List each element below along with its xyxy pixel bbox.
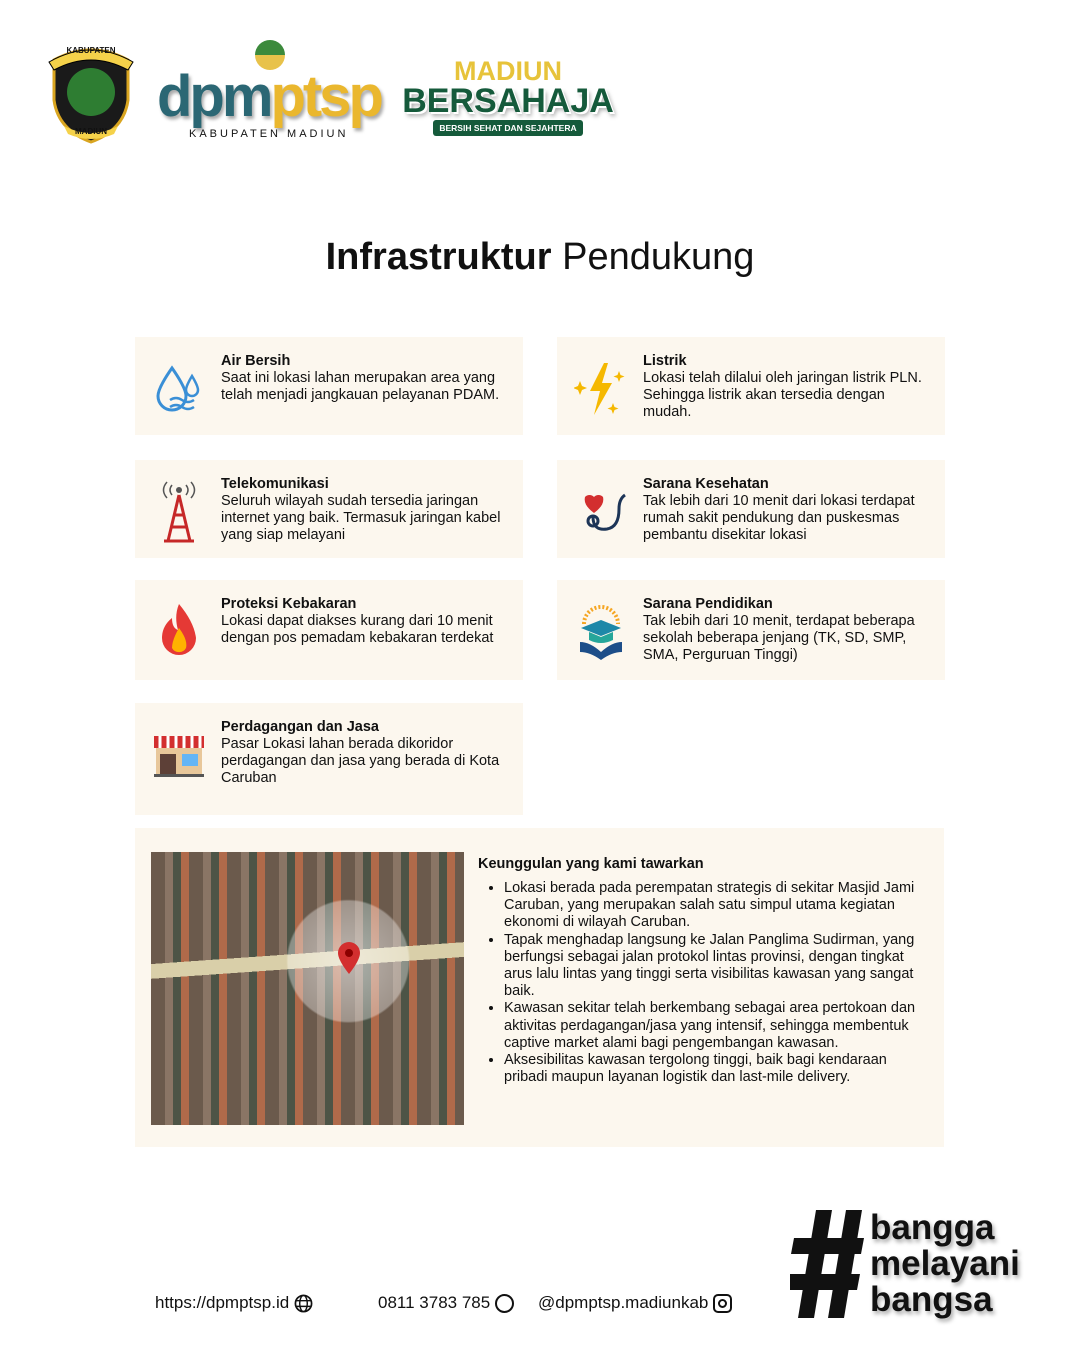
- madiun-bersahaja-logo: [393, 58, 623, 138]
- card-listrik: [557, 337, 945, 435]
- tower-icon: [149, 482, 209, 542]
- graduation-icon: [571, 602, 631, 662]
- emblem-text-top: KABUPATEN: [66, 46, 116, 55]
- card-proteksi-kebakaran: [135, 580, 523, 680]
- madiun-text: MADIUN: [454, 56, 562, 86]
- phone-link[interactable]: 0811 3783 785: [378, 1293, 491, 1312]
- water-drop-icon: [149, 359, 209, 419]
- dpmptsp-logo: [157, 40, 381, 140]
- card-text: Seluruh wilayah sudah tersedia jaringan internet yang baik. Termasuk jaringan kabel yang siap melayani: [221, 493, 501, 543]
- instagram-link[interactable]: @dpmptsp.madiunkab: [538, 1293, 709, 1312]
- card-text: Lokasi telah dilalui oleh jaringan listrik PLN. Sehingga listrik akan tersedia dengan mudah.: [643, 370, 922, 420]
- card-telekomunikasi: [135, 460, 523, 558]
- globe-icon: [294, 1294, 313, 1313]
- tagline-hashtag: [790, 1206, 1060, 1326]
- tagline-line: bangsa: [870, 1280, 993, 1319]
- advantage-item: • Tapak menghadap langsung ke Jalan Panglima Sudirman, yang berfungsi sebagai jalan protokol lintas provinsi, dengan tingkat arus lalu lintas yang tinggi serta visibilitas kawasan yang sangat baik.: [504, 932, 918, 1001]
- advantages-list: [478, 856, 918, 1086]
- advantage-item: • Kawasan sekitar telah berkembang sebagai area pertokoan dan aktivitas perdagangan/jasa yang intensif, sehingga membentuk captive market alami bagi pengembangan kawasan.: [504, 1000, 918, 1052]
- card-text: Lokasi dapat diakses kurang dari 10 menit dengan pos pemadam kebakaran terdekat: [221, 613, 494, 646]
- card-title: Perdagangan dan Jasa: [221, 719, 379, 735]
- advantage-item: • Aksesibilitas kawasan tergolong tinggi, baik bagi kendaraan pribadi maupun layanan logistik dan last-mile delivery.: [504, 1052, 918, 1086]
- card-air-bersih: [135, 337, 523, 435]
- dpm-wordmark: dpm: [157, 64, 271, 129]
- card-title: Telekomunikasi: [221, 476, 329, 492]
- stethoscope-icon: [571, 482, 631, 542]
- footer-phone[interactable]: [378, 1292, 514, 1314]
- whatsapp-icon: [495, 1294, 514, 1313]
- card-text: Saat ini lokasi lahan merupakan area yang telah menjadi jangkauan pelayanan PDAM.: [221, 370, 500, 403]
- card-perdagangan-jasa: [135, 703, 523, 815]
- advantages-title: Keunggulan yang kami tawarkan: [478, 856, 704, 872]
- card-text: Tak lebih dari 10 menit, terdapat beberapa sekolah beberapa jenjang (TK, SD, SMP, SMA, Perguruan Tinggi): [643, 613, 915, 663]
- lightning-icon: [571, 359, 631, 419]
- tagline-line: bangga: [870, 1208, 995, 1247]
- page-title: Infrastruktur Pendukung: [325, 236, 755, 278]
- card-title: Sarana Pendidikan: [643, 596, 773, 612]
- card-title: Listrik: [643, 353, 687, 369]
- bersahaja-text: BERSAHAJA: [402, 82, 614, 120]
- instagram-icon: [713, 1294, 732, 1313]
- fire-icon: [149, 602, 209, 662]
- card-title: Air Bersih: [221, 353, 291, 369]
- card-text: Pasar Lokasi lahan berada dikoridor perdagangan dan jasa yang berada di Kota Caruban: [221, 736, 500, 786]
- map-pin-icon: [338, 942, 360, 974]
- emblem-text-bottom: MADIUN: [75, 127, 107, 136]
- shop-icon: [149, 725, 209, 785]
- card-title: Sarana Kesehatan: [643, 476, 769, 492]
- ptsp-wordmark: ptsp: [270, 64, 381, 129]
- tagline-line: melayani: [870, 1244, 1020, 1283]
- advantage-item: • Lokasi berada pada perempatan strategis di sekitar Masjid Jami Caruban, yang merupakan salah satu simpul utama kegiatan ekonomi di wilayah Caruban.: [504, 880, 918, 932]
- location-map[interactable]: [151, 852, 464, 1125]
- footer-instagram[interactable]: [538, 1292, 732, 1314]
- hashtag-icon: [790, 1210, 864, 1318]
- card-sarana-pendidikan: [557, 580, 945, 680]
- website-link[interactable]: https://dpmptsp.id: [155, 1293, 290, 1312]
- footer-website[interactable]: [155, 1292, 313, 1314]
- bersahaja-subtitle: BERSIH SEHAT DAN SEJAHTERA: [433, 120, 582, 136]
- card-title: Proteksi Kebakaran: [221, 596, 357, 612]
- dpm-subtitle: KABUPATEN MADIUN: [189, 128, 349, 140]
- card-text: Tak lebih dari 10 menit dari lokasi terdapat rumah sakit pendukung dan puskesmas pembantu disekitar lokasi: [643, 493, 915, 543]
- card-sarana-kesehatan: [557, 460, 945, 558]
- kabupaten-madiun-emblem: [44, 40, 138, 144]
